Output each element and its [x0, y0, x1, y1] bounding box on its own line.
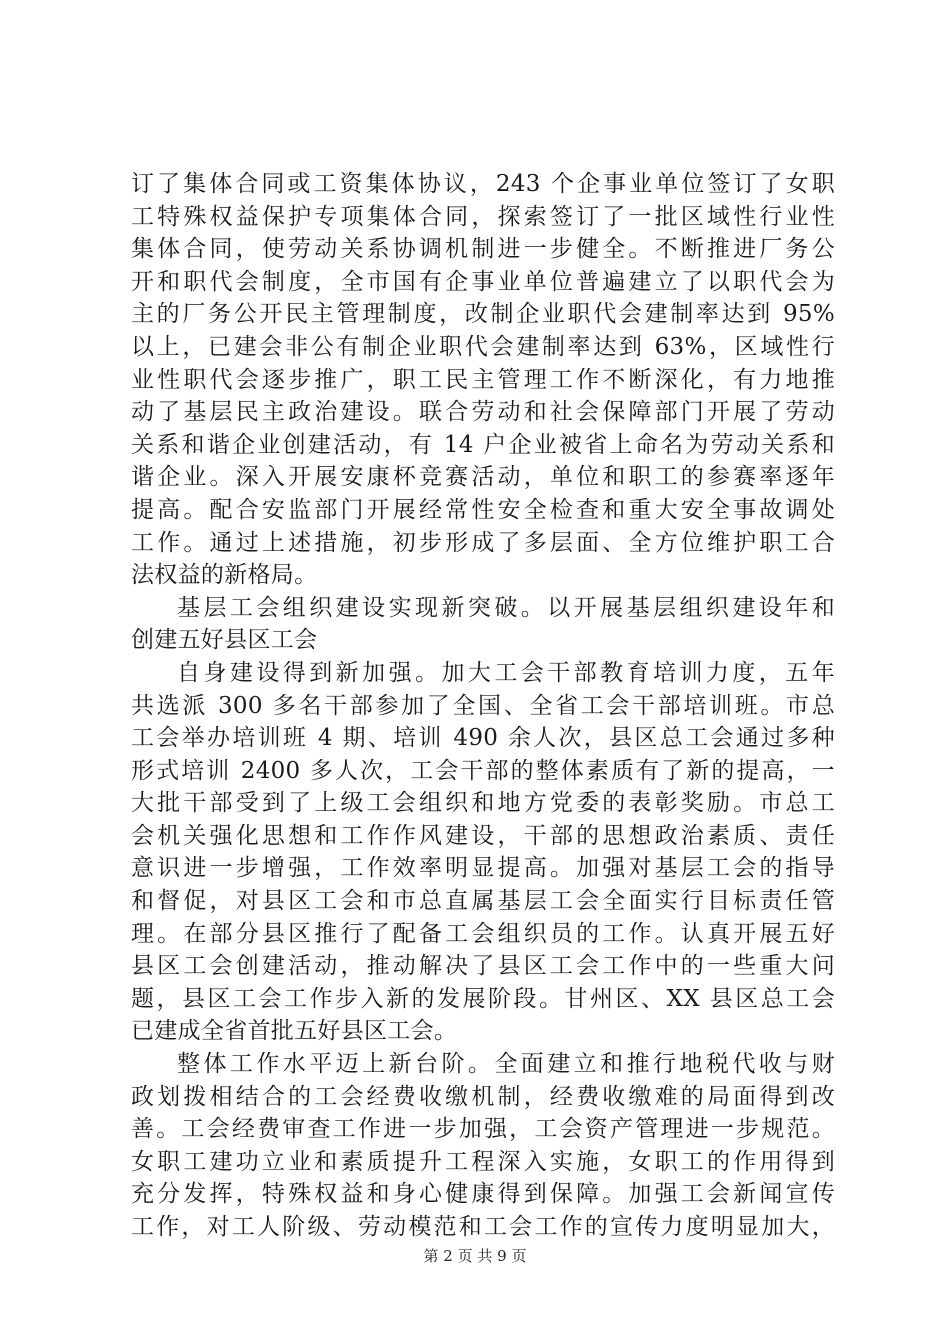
document-body	[131, 168, 835, 1244]
text-line: 已建成全省首批五好县区工会。	[131, 1018, 458, 1045]
text-line: 会机关强化思想和工作作风建设，干部的思想政治素质、责任	[131, 822, 835, 849]
text-line: 业性职代会逐步推广，职工民主管理工作不断深化，有力地推	[131, 366, 835, 393]
text-line: 动了基层民主政治建设。联合劳动和社会保障部门开展了劳动	[131, 399, 835, 426]
text-line: 订了集体合同或工资集体协议，243 个企事业单位签订了女职	[131, 171, 835, 197]
text-line: 善。工会经费审查工作进一步加强，工会资产管理进一步规范。	[131, 1116, 835, 1143]
text-line: 工会举办培训班 4 期、培训 490 余人次，县区总工会通过多种	[131, 725, 835, 752]
text-line: 创建五好县区工会	[131, 627, 318, 654]
text-line: 充分发挥，特殊权益和身心健康得到保障。加强工会新闻宣传	[131, 1181, 835, 1208]
text-line: 基层工会组织建设实现新突破。以开展基层组织建设年和	[177, 594, 835, 621]
text-line: 政划拨相结合的工会经费收缴机制，经费收缴难的局面得到改	[131, 1083, 835, 1110]
text-line: 题，县区工会工作步入新的发展阶段。甘州区、XX 县区总工会	[131, 985, 835, 1012]
text-line: 理。在部分县区推行了配备工会组织员的工作。认真开展五好	[131, 920, 835, 947]
page-footer: 第 2 页 共 9 页	[423, 1247, 527, 1265]
text-line: 工特殊权益保护专项集体合同，探索签订了一批区域性行业性	[131, 203, 835, 230]
text-line: 提高。配合安监部门开展经常性安全检查和重大安全事故调处	[131, 496, 835, 523]
text-line: 形式培训 2400 多人次，工会干部的整体素质有了新的提高，一	[131, 757, 835, 784]
text-line: 法权益的新格局。	[131, 562, 318, 589]
text-line: 工作，对工人阶级、劳动模范和工会工作的宣传力度明显加大，	[131, 1214, 835, 1240]
text-line: 以上，已建会非公有制企业职代会建制率达到 63%，区域性行	[131, 333, 835, 360]
text-line: 和督促，对县区工会和市总直属基层工会全面实行目标责任管	[131, 888, 835, 915]
text-line: 开和职代会制度，全市国有企事业单位普遍建立了以职代会为	[131, 268, 835, 295]
text-line: 工作。通过上述措施，初步形成了多层面、全方位维护职工合	[131, 529, 835, 556]
text-line: 整体工作水平迈上新台阶。全面建立和推行地税代收与财	[177, 1051, 835, 1078]
text-line: 大批干部受到了上级工会组织和地方党委的表彰奖励。市总工	[131, 790, 835, 817]
text-line: 共选派 300 多名干部参加了全国、全省工会干部培训班。市总	[131, 692, 835, 719]
text-line: 县区工会创建活动，推动解决了县区工会工作中的一些重大问	[131, 953, 835, 980]
text-line: 关系和谐企业创建活动，有 14 户企业被省上命名为劳动关系和	[131, 431, 835, 458]
text-line: 主的厂务公开民主管理制度，改制企业职代会建制率达到 95%	[131, 301, 835, 328]
text-line: 意识进一步增强，工作效率明显提高。加强对基层工会的指导	[131, 855, 835, 882]
text-line: 女职工建功立业和素质提升工程深入实施，女职工的作用得到	[131, 1148, 835, 1175]
text-line: 自身建设得到新加强。加大工会干部教育培训力度，五年	[177, 659, 835, 686]
text-line: 谐企业。深入开展安康杯竞赛活动，单位和职工的参赛率逐年	[131, 464, 835, 491]
text-line: 集体合同，使劳动关系协调机制进一步健全。不断推进厂务公	[131, 236, 835, 263]
